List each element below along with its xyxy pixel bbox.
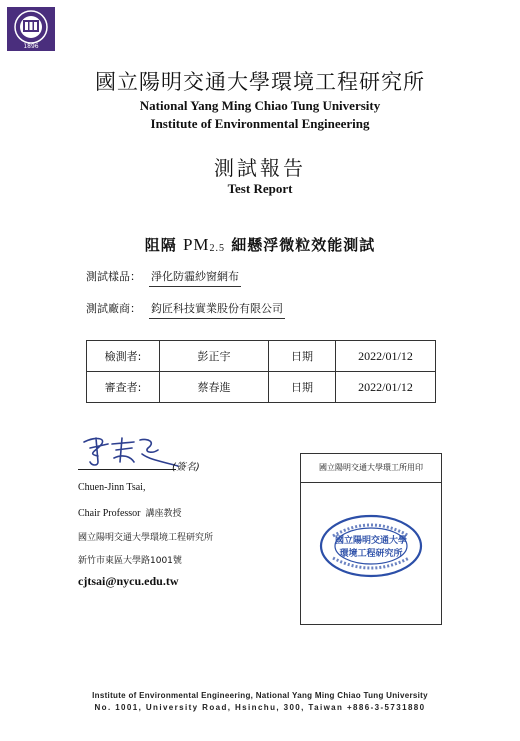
date-cell: 2022/01/12	[336, 341, 436, 372]
university-name-en: National Yang Ming Chiao Tung University	[139, 98, 381, 113]
date-label-cell: 日期	[269, 372, 336, 403]
inspection-table	[86, 340, 436, 403]
seal-line-2: 環境工程研究所	[339, 549, 403, 559]
report-title-cn: 測試報告	[214, 156, 306, 180]
vendor-value: 鈞匠科技實業股份有限公司	[149, 300, 285, 319]
position-cn: 講座教授	[145, 509, 182, 519]
date-label-cell: 日期	[269, 341, 336, 372]
institute-title-cn: 國立陽明交通大學環境工程研究所	[95, 70, 425, 94]
sample-value: 淨化防霾紗窗網布	[149, 268, 241, 287]
footer-line-1: Institute of Environmental Engineering, National Yang Ming Chiao Tung University	[92, 691, 428, 700]
logo-year: 1896	[23, 43, 39, 50]
signatory-institute: 國立陽明交通大學環境工程研究所	[78, 533, 214, 543]
signature-label: (簽名)	[172, 462, 200, 473]
signature-line	[78, 469, 176, 470]
date-cell: 2022/01/12	[336, 372, 436, 403]
signatory-name: Chuen-Jinn Tsai,	[78, 482, 146, 493]
test-title	[0, 234, 520, 255]
name-cell: 彭正宇	[160, 341, 269, 372]
signatory-position	[78, 506, 182, 519]
vendor-label: 測試廠商：	[86, 302, 141, 315]
table-row	[87, 372, 436, 403]
test-title-suffix: 細懸浮微粒效能測試	[225, 236, 376, 254]
signatory-email: cjtsai@nycu.edu.tw	[78, 574, 179, 588]
signatory-address: 新竹市東區大學路1001號	[78, 556, 182, 566]
table-row	[87, 341, 436, 372]
university-logo-icon	[6, 6, 56, 52]
position-en: Chair Professor	[78, 508, 141, 519]
test-title-pm: PM	[182, 235, 210, 254]
seal-line-1: 國立陽明交通大學	[334, 536, 408, 546]
test-title-sub: 2.5	[209, 243, 226, 254]
report-title-en: Test Report	[227, 181, 293, 196]
role-cell: 檢測者:	[87, 341, 160, 372]
seal-box-header: 國立陽明交通大學環工所用印	[301, 454, 441, 483]
institute-name-en: Institute of Environmental Engineering	[150, 116, 370, 131]
vendor-field	[86, 300, 285, 319]
seal-box	[300, 453, 442, 625]
handwritten-signature-icon	[78, 432, 182, 472]
role-cell: 審查者:	[87, 372, 160, 403]
test-title-prefix: 阻隔	[144, 236, 183, 254]
name-cell: 蔡春進	[160, 372, 269, 403]
sample-label: 測試樣品：	[86, 270, 141, 283]
official-seal-icon	[319, 514, 423, 578]
footer-line-2: No. 1001, University Road, Hsinchu, 300, Taiwan +886-3-5731880	[94, 703, 426, 712]
sample-field	[86, 268, 241, 287]
